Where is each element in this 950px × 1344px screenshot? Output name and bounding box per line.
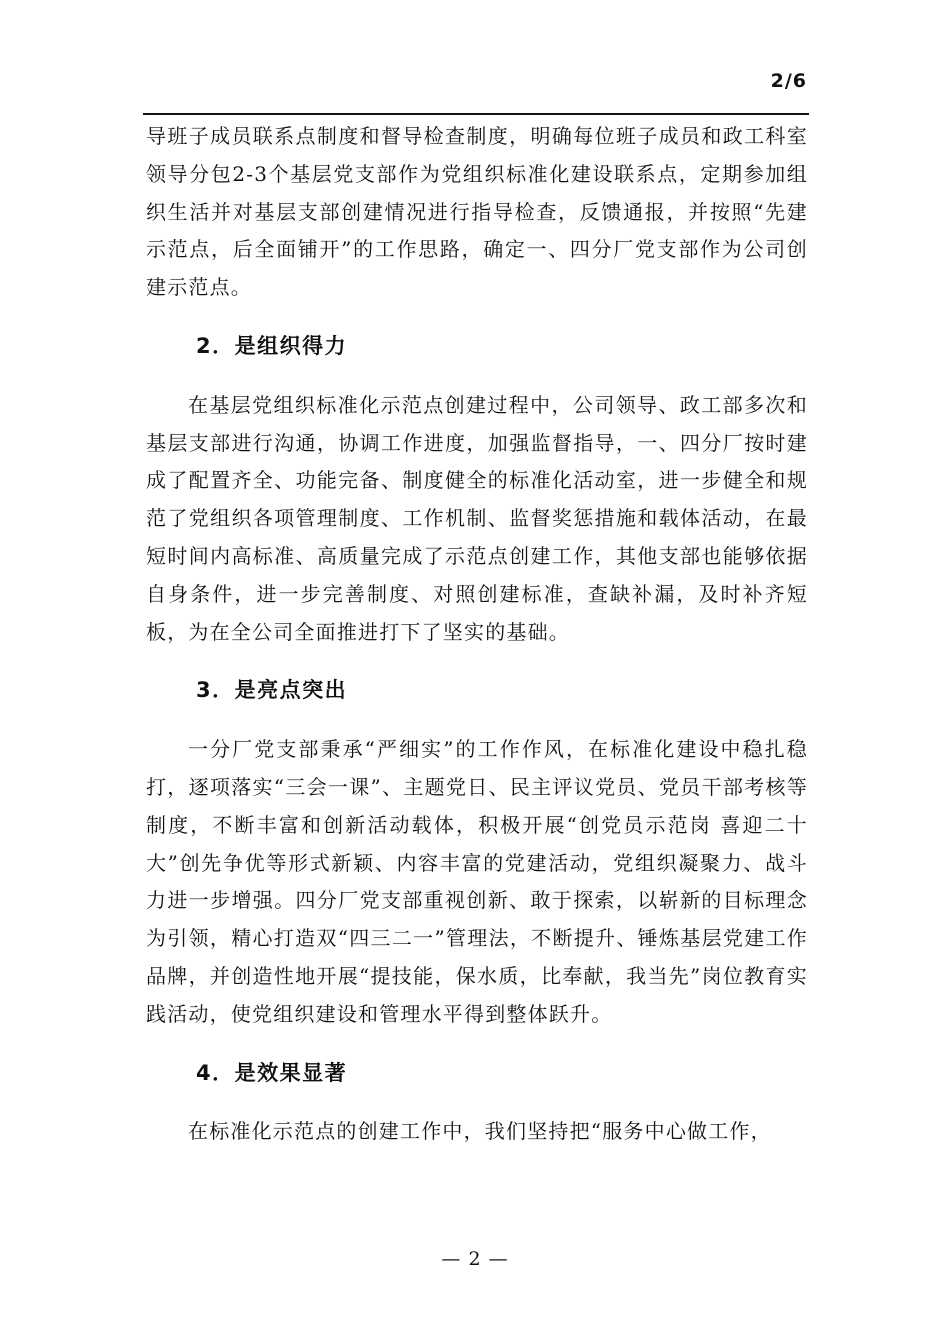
document-body (146, 118, 808, 1151)
section-paragraph: 在基层党组织标准化示范点创建过程中，公司领导、政工部多次和基层支部进行沟通，协调工作进度，加强监督指导，一、四分厂按时建成了配置齐全、功能完备、制度健全的标准化活动室，进一步健全和规范了党组织各项管理制度、工作机制、监督奖惩措施和载体活动，在最短时间内高标准、高质量完成了示范点创建工作，其他支部也能够依据自身条件，进一步完善制度、对照创建标准，查缺补漏，及时补齐短板，为在全公司全面推进打下了坚实的基础。 (146, 392, 808, 644)
spacer (146, 710, 808, 731)
spacer (146, 651, 808, 672)
spacer (146, 1034, 808, 1055)
spacer (146, 366, 808, 387)
section-paragraph: 在标准化示范点的创建工作中，我们坚持把“服务中心做工作， (188, 1119, 772, 1144)
section-heading: 2．是组织得力 (196, 333, 348, 358)
header-rule (143, 113, 809, 115)
spacer (146, 307, 808, 328)
spacer (146, 1092, 808, 1113)
section-heading: 4．是效果显著 (196, 1060, 348, 1085)
section-paragraph: 一分厂党支部秉承“严细实”的工作作风，在标准化建设中稳扎稳打，逐项落实“三会一课”、主题党日、民主评议党员、党员干部考核等制度，不断丰富和创新活动载体，积极开展“创党员示范岗 喜迎二十大”创先争优等形式新颖、内容丰富的党建活动，党组织凝聚力、战斗力进一步增强。四分厂党支部重视创新、敢于探索，以崭新的目标理念为引领，精心打造双“四三二一”管理法，不断提升、锤炼基层党建工作品牌，并创造性地开展“提技能，保水质，比奉献，我当先”岗位教育实践活动，使党组织建设和管理水平得到整体跃升。 (146, 737, 808, 1026)
page-counter: 2/6 (770, 70, 807, 92)
footer-page-number: — 2 — (441, 1248, 509, 1270)
section-heading: 3．是亮点突出 (196, 678, 348, 703)
intro-paragraph: 导班子成员联系点制度和督导检查制度，明确每位班子成员和政工科室领导分包2-3个基层党支部作为党组织标准化建设联系点，定期参加组织生活并对基层支部创建情况进行指导检查，反馈通报，并按照“先建示范点，后全面铺开”的工作思路，确定一、四分厂党支部作为公司创建示范点。 (146, 124, 808, 300)
